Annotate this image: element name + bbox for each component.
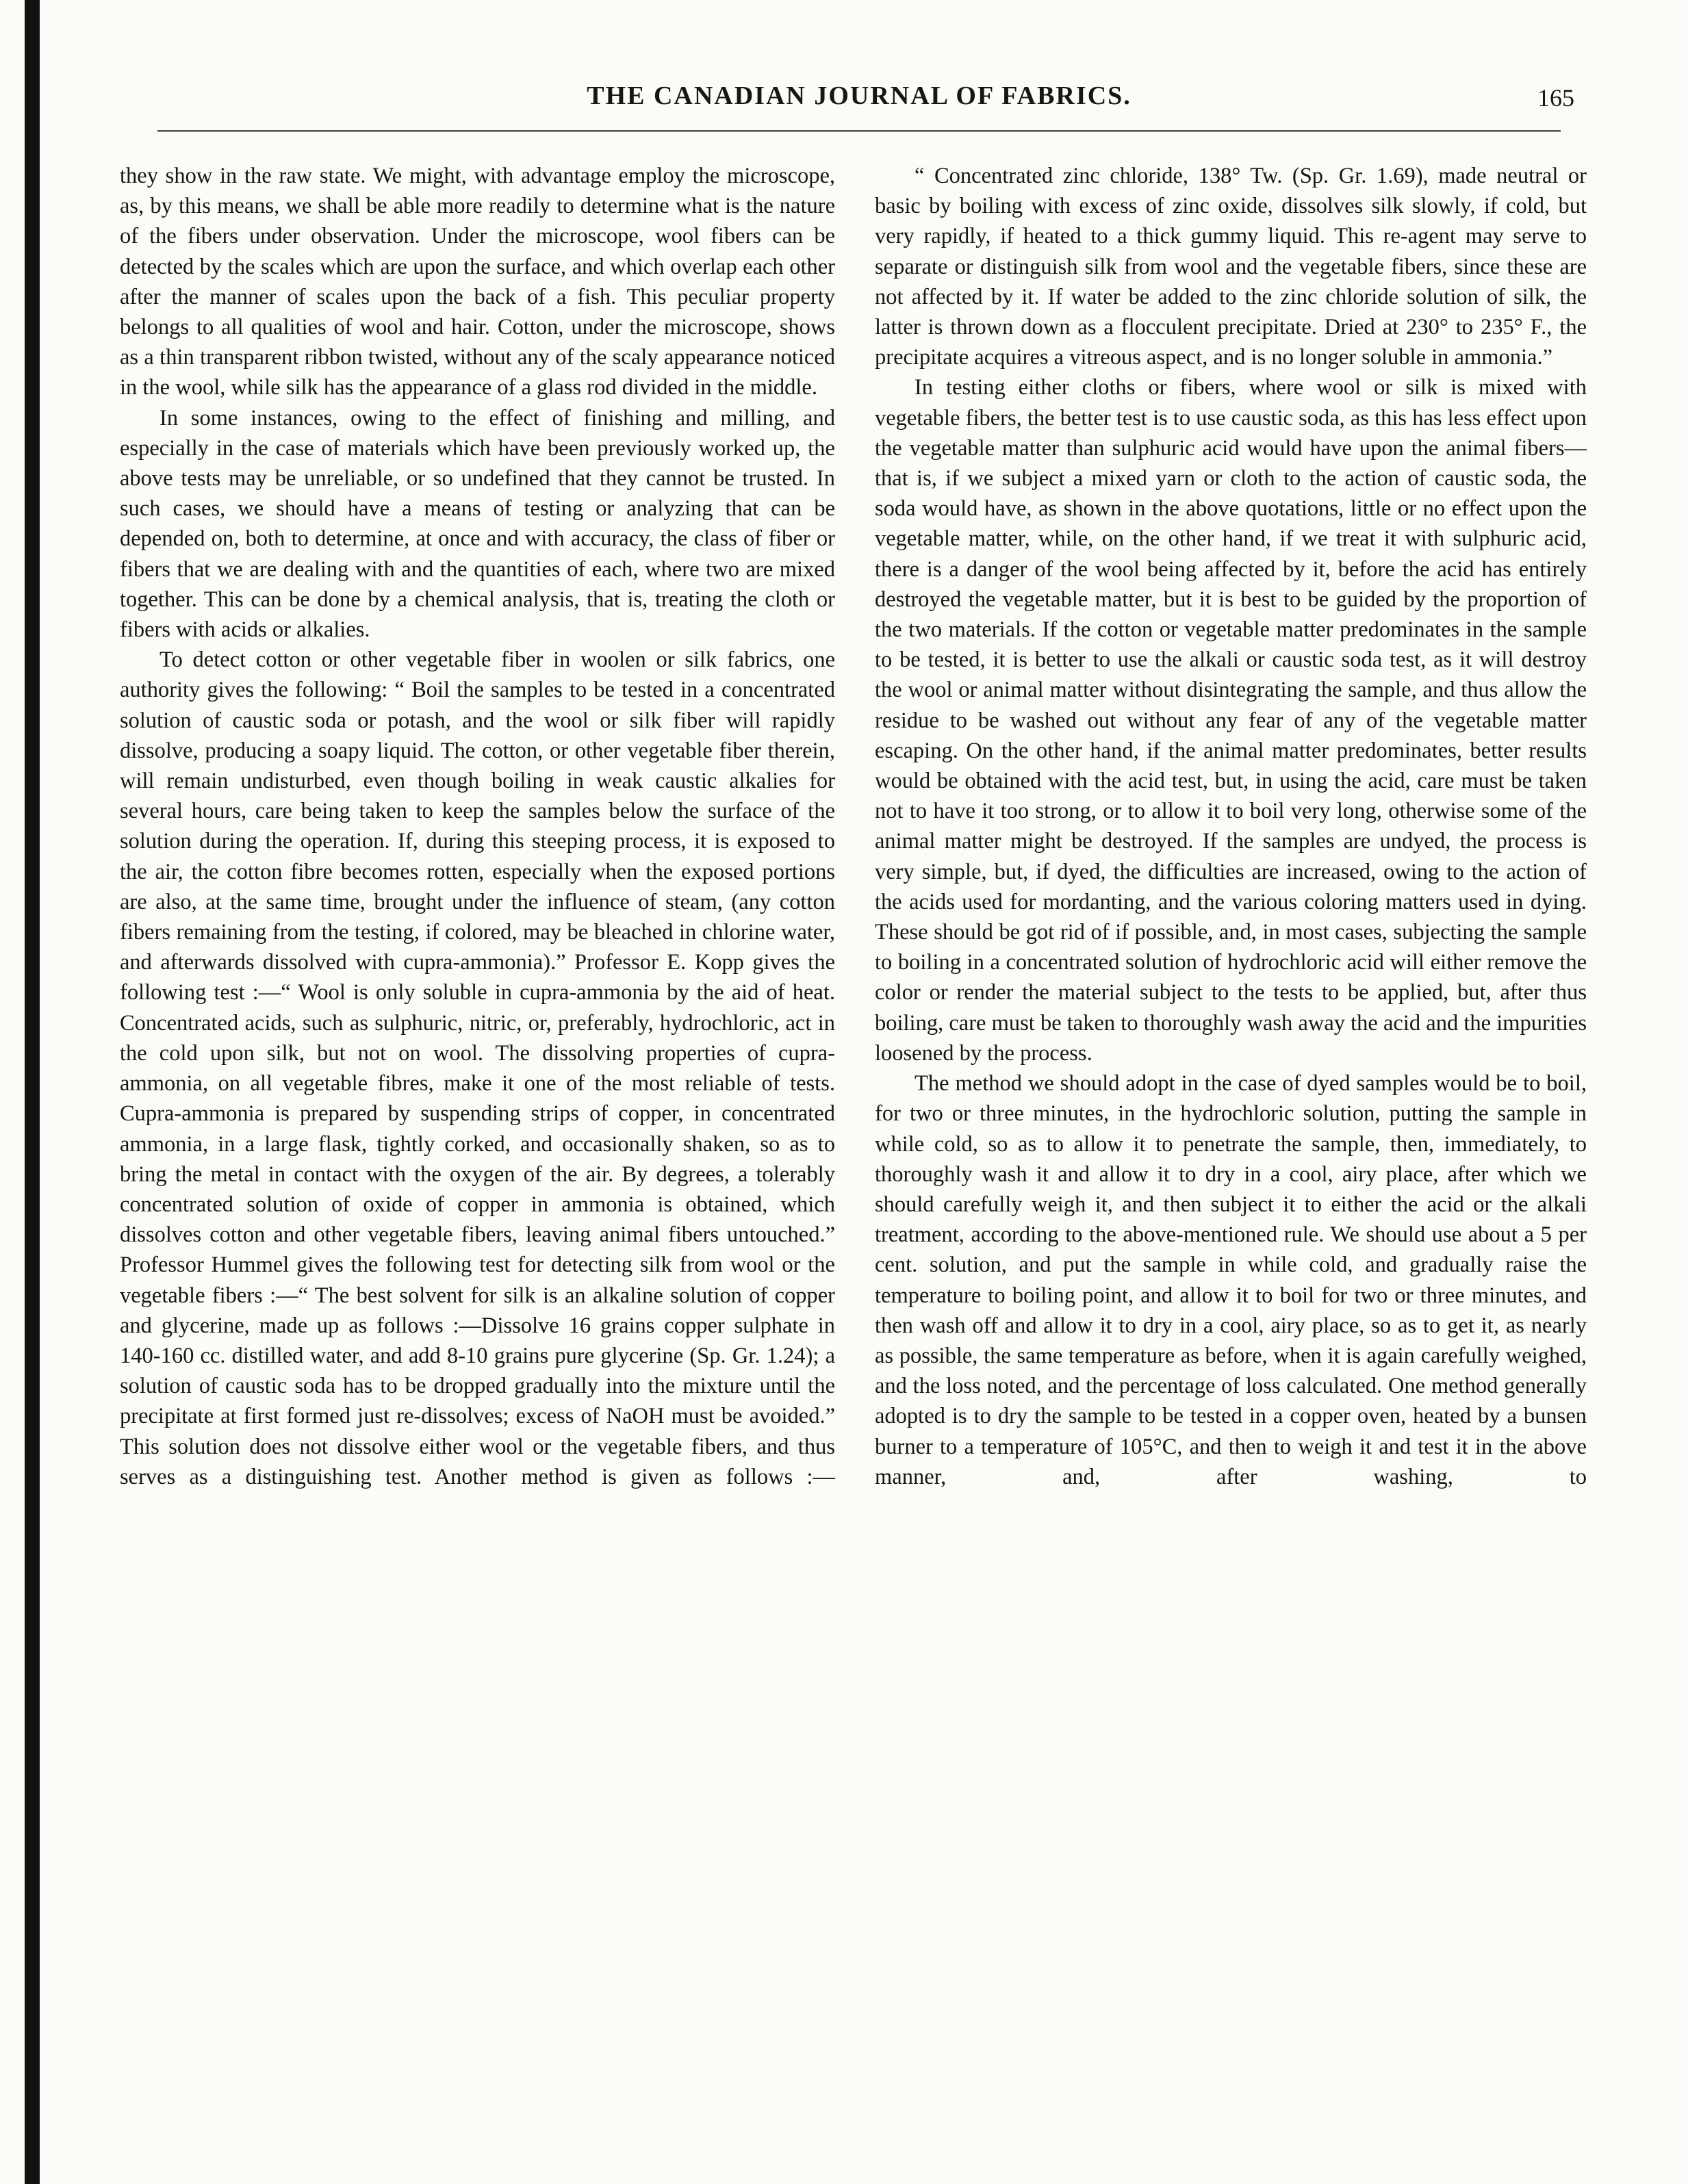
left-paragraph-2: In some instances, owing to the effect of finishing and milling, and especially in the case of materials which have been previously worked up, the above tests may be unreliable, or so undefined that they cannot be trusted. In such cases, we should have a means of testing or analyzing that can be depended on, both to determine, at once and with accuracy, the class of fiber or fibers that we are dealing with and the quantities of each, where two are mixed together. This can be done by a chemical analysis, that is, treating the cloth or fibers with acids or alkalies. xyxy=(120,405,835,643)
page-binding-edge xyxy=(25,0,40,2184)
right-paragraph-3: The method we should adopt in the case of dyed samples would be to boil, for two or three minutes, in the hydrochloric solution, putting the sample in while cold, so as to allow it to penetrate the sample, then, immediately, to thoroughly wash it and allow it to dry in a cool, airy place, after which we should carefully weigh it, and then subject it to either the acid or the alkali treatment, according to the above-mentioned rule. We should use about a 5 per cent. solution, and put the sample in while cold, and gradually raise the temperature to boiling point, and allow it to boil for two or three minutes, and then wash off and allow it to dry in a cool, airy place, so as to get it, as nearly as possible, the same temperature as before, when it is again carefully weighed, and the loss noted, and the percentage of loss calculated. One method generally adopted is to dry the sample to be tested in a copper oven, heated by a bunsen burner to a temperature of 105°C, and then to weigh it and test it in the above manner, and, after washing, to xyxy=(875,1071,1587,1489)
left-paragraph-3: To detect cotton or other vegetable fiber in woolen or silk fabrics, one authority gives the following: “ Boil the samples to be tested in a concentrated solution of caustic soda or potash, and the wool or silk fiber will rapidly dissolve, producing a soapy liquid. The cotton, or other vegetable fiber therein, will remain undisturbed, even though boiling in weak caustic alkalies for several hours, care being taken to keep the samples below the surface of the solution during the operation. If, during this steeping process, it is exposed to the air, the cotton fibre becomes rotten, especially when the exposed portions are also, at the same time, brought under the influence of steam, (any cotton fibers remaining from the testing, if colored, may be bleached in chlorine water, and afterwards dissolved with cupra-ammonia).” Professor E. Kopp gives the following test :—“ Wool is only soluble in cupra-ammonia by the aid of heat. Concentrated acids, such as sulphuric, nitric, or, preferably, hydrochloric, act in the cold upon silk, but not on wool. The dissolving properties of cupra-ammonia, on all vegetable fibres, make it one of the most reliable of tests. Cupra-ammonia is prepared by suspending strips of copper, in concentrated ammonia, in a large flask, tightly corked, and occasionally shaken, so as to bring the metal in contact with the oxygen of the air. By degrees, a tolerably concentrated solution of oxide of copper in ammonia is obtained, which dissolves cotton and other vegetable fibers, leaving animal fibers untouched.” Professor Hummel gives the following test for detecting silk from wool or the vegetable fibers :—“ The best solvent for silk is an alkaline solution of copper and glycerine, made up as follows :—Dissolve 16 grains copper sulphate in 140-160 cc. distilled water, and add 8-10 grains pure glycerine (Sp. Gr. 1.24); a solution of caustic soda has to be dropped gradually into the mixture until the precipitate at first formed just re-dissolves; excess of NaOH must be avoided.” This solution does not dissolve either wool or the vegetable fibers, and thus serves as a distinguishing test. Another method is given as follows :— xyxy=(120,647,835,1489)
right-column xyxy=(875,161,1587,1492)
running-head: THE CANADIAN JOURNAL OF FABRICS. xyxy=(587,81,1131,110)
page-number: 165 xyxy=(1537,84,1574,112)
right-paragraph-1: “ Concentrated zinc chloride, 138° Tw. (Sp. Gr. 1.69), made neutral or basic by boiling with excess of zinc oxide, dissolves silk slowly, if cold, but very rapidly, if heated to a thick gummy liquid. This re-agent may serve to separate or distinguish silk from wool and the vegetable fibers, since these are not affected by it. If water be added to the zinc chloride solution of silk, the latter is thrown down as a flocculent precipitate. Dried at 230° to 235° F., the precipitate acquires a vitreous aspect, and is no longer soluble in ammonia.” xyxy=(875,164,1587,370)
left-column xyxy=(120,161,835,1492)
right-paragraph-2: In testing either cloths or fibers, where wool or silk is mixed with vegetable fibers, the better test is to use caustic soda, as this has less effect upon the vegetable matter than sulphuric acid would have upon the animal fibers—that is, if we subject a mixed yarn or cloth to the action of caustic soda, the soda would have, as shown in the above quotations, little or no effect upon the vegetable matter, while, on the other hand, if we treat it with sulphuric acid, there is a danger of the wool being affected by it, before the acid has entirely destroyed the vegetable matter, but it is best to be guided by the proportion of the two materials. If the cotton or vegetable matter predominates in the sample to be tested, it is better to use the alkali or caustic soda test, as it will destroy the wool or animal matter without disintegrating the sample, and thus allow the residue to be washed out without any fear of any of the vegetable matter escaping. On the other hand, if the animal matter predominates, better results would be obtained with the acid test, but, in using the acid, care must be taken not to have it too strong, or to allow it to boil very long, otherwise some of the animal matter might be destroyed. If the samples are undyed, the process is very simple, but, if dyed, the difficulties are increased, owing to the action of the acids used for mordanting, and the various coloring matters used in dying. These should be got rid of if possible, and, in most cases, subjecting the sample to boiling in a concentrated solution of hydrochloric acid will either remove the color or render the material subject to the tests to be applied, but, after thus boiling, care must be taken to thoroughly wash away the acid and the impurities loosened by the process. xyxy=(875,375,1587,1066)
header-rule xyxy=(157,130,1561,132)
page-header xyxy=(144,81,1574,125)
left-paragraph-1: they show in the raw state. We might, with advantage employ the microscope, as, by this means, we shall be able more readily to determine what is the nature of the fibers under observation. Under the microscope, wool fibers can be detected by the scales which are upon the surface, and which overlap each other after the manner of scales upon the back of a fish. This peculiar property belongs to all qualities of wool and hair. Cotton, under the microscope, shows as a thin transparent ribbon twisted, without any of the scaly appearance noticed in the wool, while silk has the appearance of a glass rod divided in the middle. xyxy=(120,164,835,400)
